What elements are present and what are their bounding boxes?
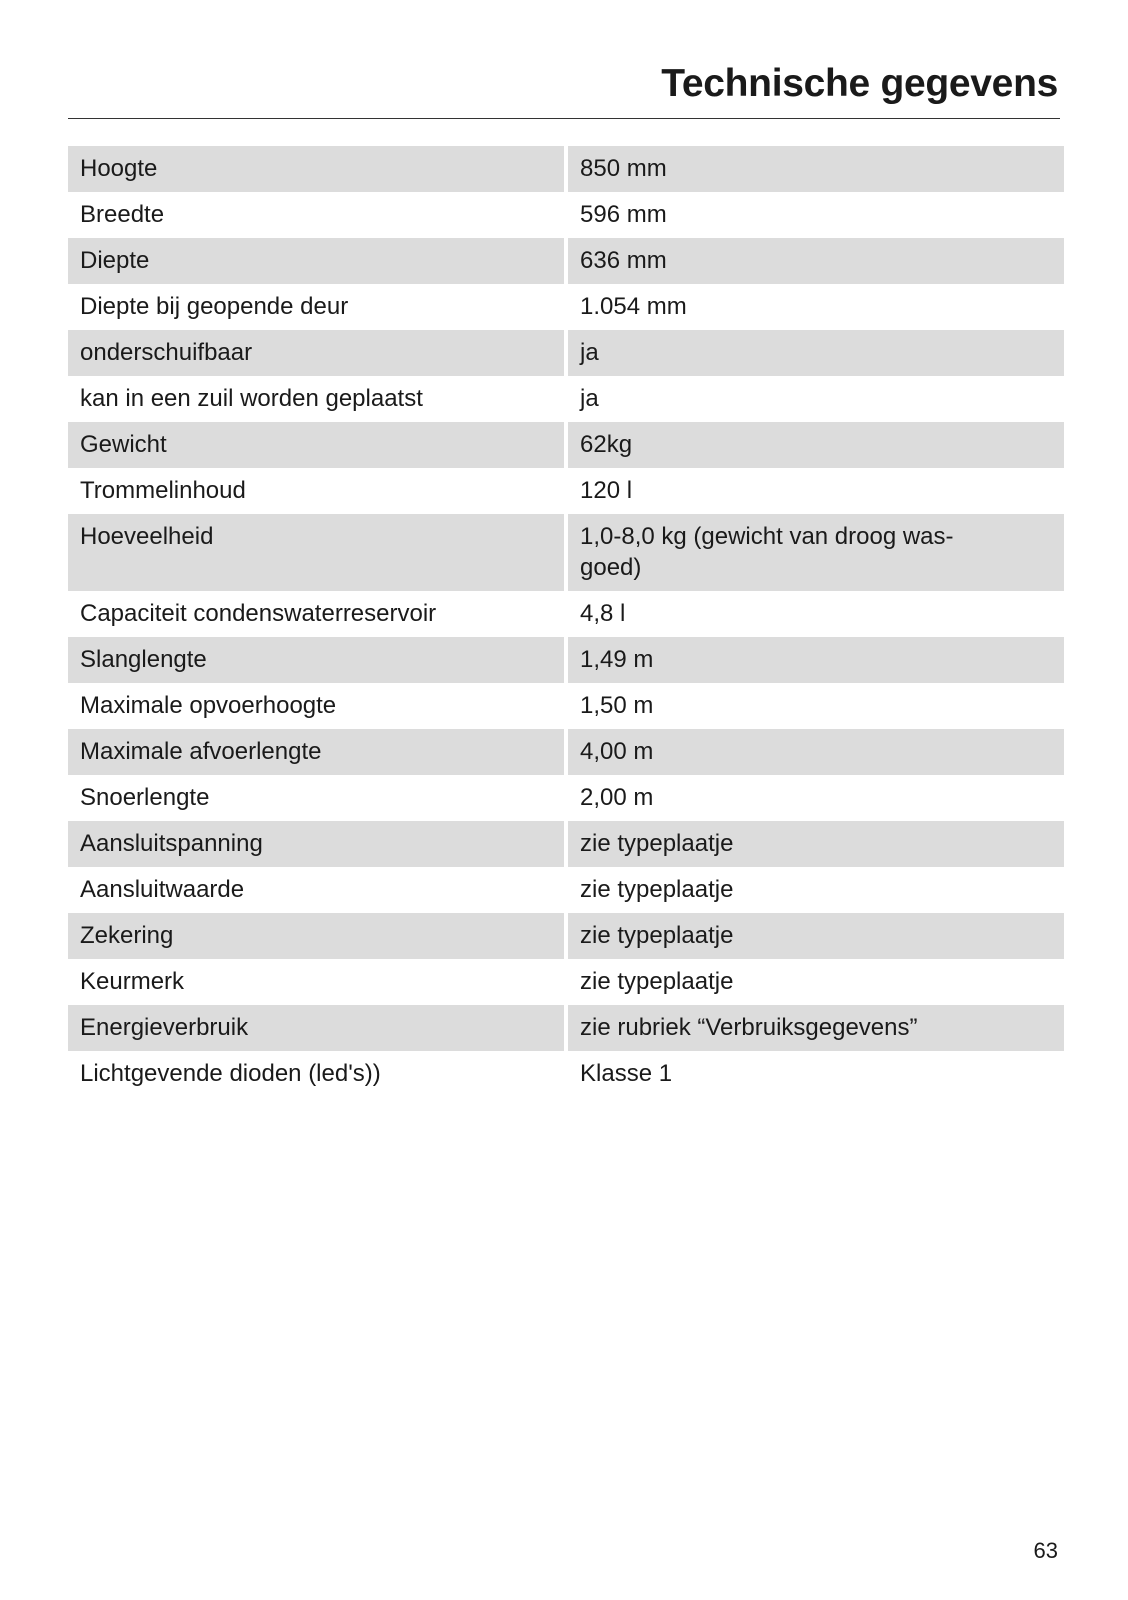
spec-label: Diepte bij geopende deur (80, 293, 349, 320)
spec-value: ja (568, 330, 1064, 376)
table-row (68, 591, 1064, 637)
table-row (68, 775, 1064, 821)
table-row (68, 683, 1064, 729)
page-number: 63 (1033, 1538, 1058, 1563)
spec-value: 636 mm (568, 238, 1064, 284)
spec-value: 1,49 m (568, 637, 1064, 683)
table-row (68, 514, 1064, 591)
table-row (68, 959, 1064, 1005)
spec-label: Keurmerk (80, 968, 185, 995)
table-row (68, 637, 1064, 683)
table-row (68, 729, 1064, 775)
spec-label: Zekering (68, 913, 564, 959)
spec-label: Energieverbruik (68, 1005, 564, 1051)
spec-label: Maximale afvoerlengte (68, 729, 564, 775)
spec-value: 1.054 mm (580, 293, 687, 320)
spec-label: Maximale opvoerhoogte (80, 692, 337, 719)
table-row (68, 821, 1064, 867)
spec-value: 850 mm (568, 146, 1064, 192)
spec-value: zie typeplaatje (580, 968, 734, 995)
spec-value: 62kg (568, 422, 1064, 468)
spec-label: Gewicht (68, 422, 564, 468)
spec-label: Lichtgevende dioden (led's)) (80, 1060, 381, 1087)
spec-label: Trommelinhoud (80, 477, 246, 504)
table-row (68, 913, 1064, 959)
spec-label: Aansluitspanning (68, 821, 564, 867)
table-row (68, 284, 1064, 330)
spec-table (68, 146, 1064, 1097)
spec-label: Capaciteit condenswaterreservoir (80, 600, 437, 627)
spec-value: Klasse 1 (580, 1060, 673, 1087)
title-divider (68, 118, 1060, 119)
table-row (68, 468, 1064, 514)
spec-label: onderschuifbaar (68, 330, 564, 376)
table-row (68, 1005, 1064, 1051)
table-row (68, 192, 1064, 238)
spec-label: Breedte (80, 201, 165, 228)
spec-label: Hoeveelheid (68, 514, 564, 591)
table-row (68, 376, 1064, 422)
spec-label: Hoogte (68, 146, 564, 192)
spec-value: zie typeplaatje (568, 913, 1064, 959)
table-row (68, 146, 1064, 192)
table-row (68, 238, 1064, 284)
spec-value: zie typeplaatje (568, 821, 1064, 867)
spec-value: 596 mm (580, 201, 667, 228)
spec-value: ja (580, 385, 599, 412)
table-row (68, 867, 1064, 913)
spec-value: 4,00 m (568, 729, 1064, 775)
table-row (68, 330, 1064, 376)
spec-value: 120 l (580, 477, 633, 504)
spec-value: 1,50 m (580, 692, 654, 719)
spec-value: zie rubriek “Verbruiksgegevens” (568, 1005, 1064, 1051)
spec-value: zie typeplaatje (580, 876, 734, 903)
table-row (68, 1051, 1064, 1097)
spec-label: Snoerlengte (80, 784, 210, 811)
spec-value: 4,8 l (580, 600, 626, 627)
spec-label: Slanglengte (68, 637, 564, 683)
spec-label: Aansluitwaarde (80, 876, 245, 903)
spec-label: kan in een zuil worden geplaatst (80, 385, 423, 412)
table-row (68, 422, 1064, 468)
spec-value: 2,00 m (580, 784, 654, 811)
spec-value: 1,0-8,0 kg (gewicht van droog was- goed) (568, 514, 1064, 591)
page-title: Technische gegevens (661, 62, 1058, 105)
spec-label: Diepte (68, 238, 564, 284)
